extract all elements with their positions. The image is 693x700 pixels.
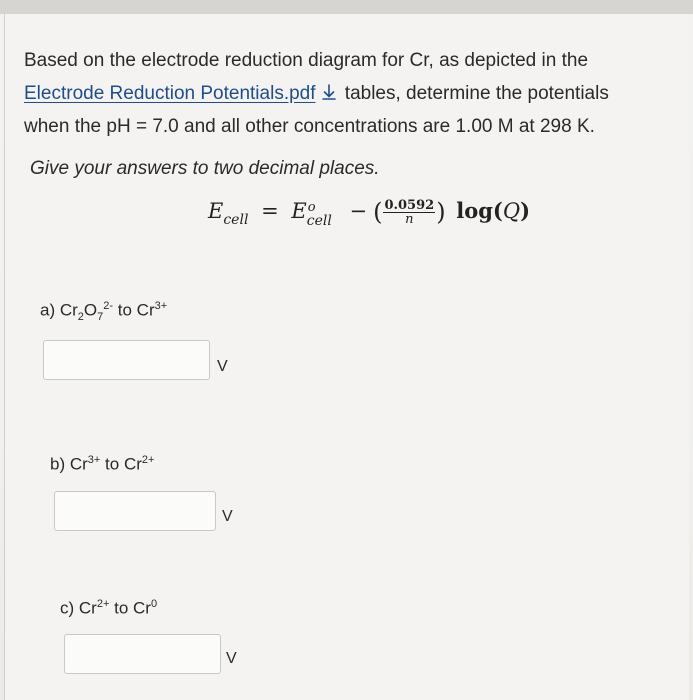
instruction-text: Give your answers to two decimal places. bbox=[30, 158, 380, 179]
eq-open-paren: ( bbox=[373, 198, 383, 226]
download-arrow-icon[interactable] bbox=[320, 83, 338, 101]
eq-rhs-sup: o bbox=[307, 200, 316, 215]
eq-frac-den: n bbox=[405, 212, 414, 227]
part-a-prefix: a) Cr bbox=[40, 300, 78, 320]
electrode-potentials-pdf-link[interactable]: Electrode Reduction Potentials.pdf bbox=[24, 83, 316, 104]
question-text bbox=[24, 44, 664, 143]
part-b-label bbox=[50, 454, 154, 475]
eq-log: log( bbox=[456, 198, 503, 223]
part-c-label bbox=[60, 598, 157, 619]
part-a-unit: V bbox=[217, 358, 228, 375]
part-b-unit: V bbox=[222, 508, 233, 525]
eq-close-paren: ) bbox=[436, 198, 446, 226]
nernst-equation bbox=[208, 198, 531, 229]
eq-frac-num: 0.0592 bbox=[384, 198, 435, 213]
part-c-prefix: c) Cr bbox=[60, 598, 97, 618]
eq-close: ) bbox=[520, 198, 531, 223]
question-line-2-rest: tables, determine the potentials bbox=[339, 83, 609, 104]
question-line-3: when the pH = 7.0 and all other concentrations are 1.00 M at 298 K. bbox=[24, 116, 595, 137]
part-a-sub1: 2 bbox=[77, 311, 84, 324]
part-b-to-charge: 2+ bbox=[141, 454, 155, 466]
part-b-prefix: b) Cr bbox=[50, 454, 88, 474]
eq-equals: = bbox=[261, 199, 279, 223]
part-a-mid: O bbox=[83, 300, 98, 320]
part-c-to: to Cr bbox=[109, 598, 151, 618]
part-c-answer-input[interactable] bbox=[64, 634, 221, 674]
eq-rhs: E bbox=[291, 199, 307, 223]
eq-rhs-sub: cell bbox=[306, 213, 332, 229]
top-strip bbox=[0, 0, 693, 14]
eq-lhs-sub: cell bbox=[223, 212, 249, 228]
part-c-charge: 2+ bbox=[96, 598, 110, 610]
part-a-sub2: 7 bbox=[97, 311, 104, 324]
part-a-label bbox=[40, 300, 167, 323]
question-line-1: Based on the electrode reduction diagram for Cr, as depicted in the bbox=[24, 50, 589, 71]
part-b-to: to Cr bbox=[100, 454, 142, 474]
part-b-answer-input[interactable] bbox=[54, 491, 216, 531]
part-c-to-charge: 0 bbox=[150, 598, 158, 610]
part-a-to: to Cr bbox=[113, 300, 155, 320]
eq-q: Q bbox=[502, 199, 521, 223]
question-line-2 bbox=[24, 77, 664, 110]
eq-fraction bbox=[383, 199, 435, 226]
eq-lhs: E bbox=[208, 199, 224, 223]
eq-minus: − bbox=[349, 199, 368, 223]
part-a-answer-input[interactable] bbox=[43, 340, 210, 380]
part-a-to-charge: 3+ bbox=[154, 300, 168, 312]
part-b-charge: 3+ bbox=[87, 454, 101, 466]
part-c-unit: V bbox=[226, 650, 237, 667]
part-a-charge: 2- bbox=[103, 300, 114, 312]
